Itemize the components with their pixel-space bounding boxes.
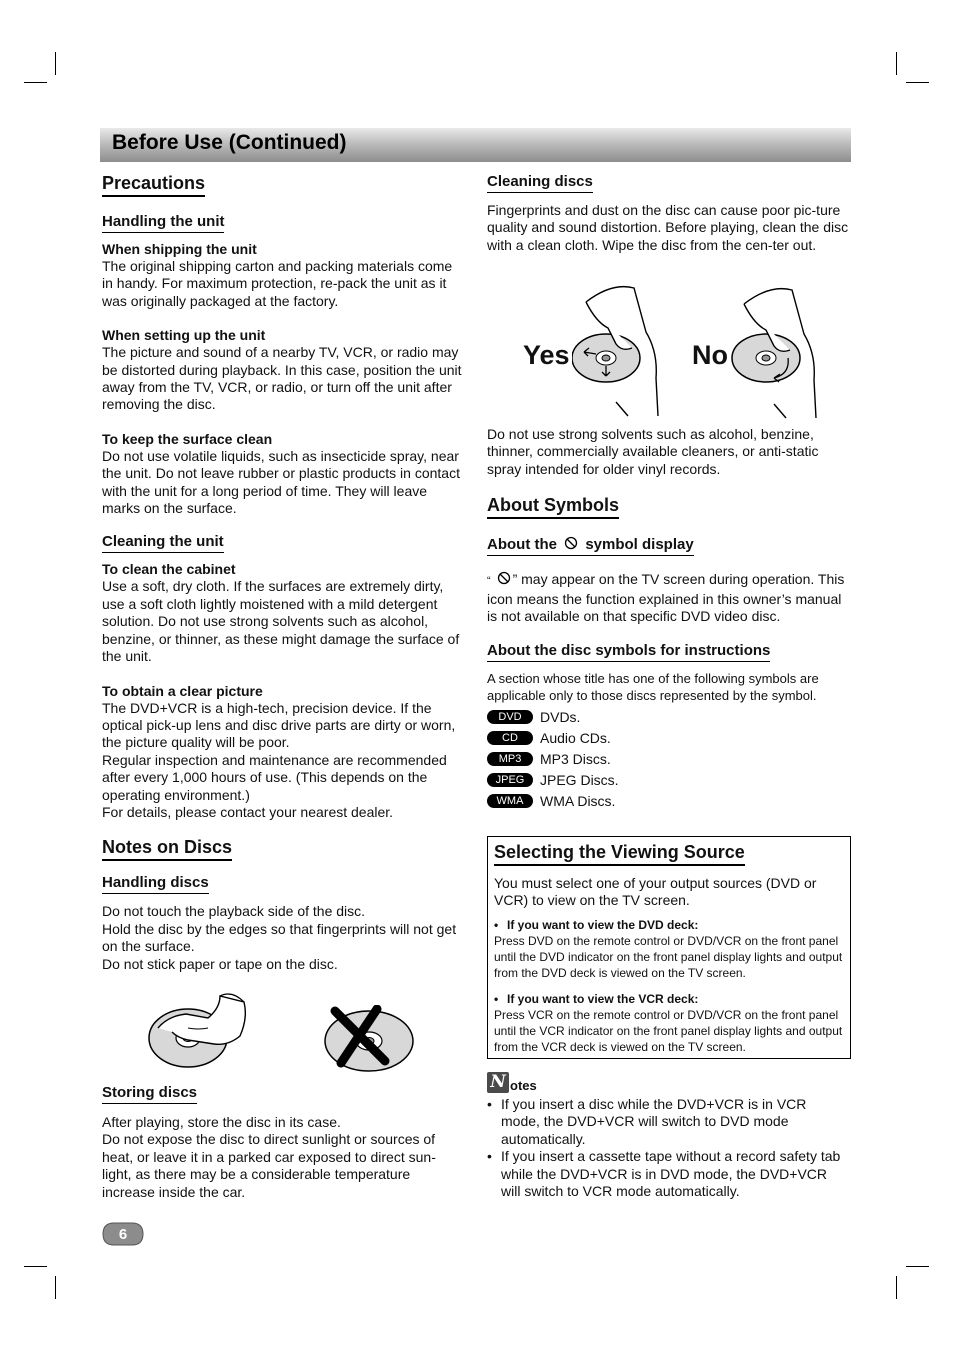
precautions-heading: Precautions [102,173,205,197]
disc-badge-label: MP3 Discs. [540,750,611,767]
yes-label: Yes [523,340,570,370]
prohibited-icon [564,536,578,550]
symbol-display-body: ” may appear on the TV screen during operation. This icon means the function explained in this owner’s manual is not available on that specific DVD video disc. [487,571,845,625]
vcr-deck-title [494,991,844,1007]
symbol-display-text [487,571,849,625]
notes-on-discs-heading: Notes on Discs [102,837,232,861]
open-quote: “ [487,575,491,588]
disc-hold-correct-illustration [148,988,253,1072]
storing-discs-line-2: Do not expose the disc to direct sunlight or sources of heat, or leave it in a parked car exposed to direct sun-light, as there may be a considerable temperature increase inside the car. [102,1131,436,1200]
surface-title: To keep the surface clean [102,430,273,447]
list-item [487,727,849,748]
list-item [487,1096,849,1148]
disc-badge-label: Audio CDs. [540,729,611,746]
disc-symbols-intro: A section whose title has one of the following symbols are applicable only to those discs represented by the symbol. [487,671,819,703]
page-number: 6 [118,1226,128,1243]
disc-clean-no-illustration [730,284,822,420]
crop-mark [906,82,929,83]
dvd-deck-title-text: If you want to view the DVD deck: [507,917,699,932]
disc-badge: CD [487,731,533,745]
setting-title: When setting up the unit [102,327,266,344]
bullet-icon: • [487,1148,492,1165]
disc-badge: MP3 [487,752,533,766]
about-symbols-heading: About Symbols [487,495,619,519]
cabinet-title: To clean the cabinet [102,561,236,578]
left-column [102,173,464,973]
bullet-icon: • [494,991,499,1006]
storing-discs-section [102,1084,464,1201]
crop-mark [55,52,56,75]
disc-symbol-list [487,706,849,811]
handling-unit-heading: Handling the unit [102,213,224,233]
bullet-icon: • [494,917,499,932]
notes-icon: N [487,1072,509,1093]
disc-badge-label: DVDs. [540,708,581,725]
cabinet-text: Use a soft, dry cloth. If the surfaces are extremely dirty, use a soft cloth lightly moistened with a mild detergent solution. Do not use strong solvents such as alcohol, benzine, or thinner, as these might damage the surface of the unit. [102,578,460,665]
list-item [487,1148,849,1200]
list-item [487,748,849,769]
note-text: If you insert a disc while the DVD+VCR is in VCR mode, the DVD+VCR will switch to DVD mode automatically. [501,1096,807,1147]
list-item [487,769,849,790]
notes-heading: otes [510,1078,537,1093]
storing-discs-heading: Storing discs [102,1084,197,1104]
shipping-text: The original shipping carton and packing materials come in handy. For maximum protection, re-pack the unit as it was originally packaged at the factory. [102,258,453,309]
page-number-tab [102,1222,144,1246]
vcr-deck-title-text: If you want to view the VCR deck: [507,991,699,1006]
disc-badge: DVD [487,710,533,724]
disc-badge-label: JPEG Discs. [540,771,619,788]
dvd-deck-text: Press DVD on the remote control or DVD/VCR on the front panel until the DVD indicator on the front panel display lights and output from the DVD deck is viewed on the TV screen. [494,933,843,980]
solvents-text: Do not use strong solvents such as alcohol, benzine, thinner, commercially available cleaners, or anti-static spray intended for older vinyl records. [487,426,819,477]
picture-text-3: For details, please contact your nearest dealer. [102,803,394,820]
no-label: No [692,340,728,370]
setting-text: The picture and sound of a nearby TV, VCR, or radio may be distorted during playback. In this case, position the unit away from the TV, VCR, or radio, or turn off the unit after removing the disc. [102,344,462,413]
crop-mark [24,1266,47,1267]
cleaning-unit-heading: Cleaning the unit [102,533,224,553]
prohibited-icon [497,571,511,585]
viewing-source-heading: Selecting the Viewing Source [494,842,745,866]
picture-title: To obtain a clear picture [102,682,263,699]
crop-mark [896,52,897,75]
cleaning-discs-heading: Cleaning discs [487,173,593,193]
crop-mark [906,1266,929,1267]
disc-symbols-heading: About the disc symbols for instructions [487,642,770,662]
shipping-title: When shipping the unit [102,241,257,257]
title-banner [100,128,851,162]
disc-hold-wrong-illustration [323,1005,415,1073]
viewing-source-intro: You must select one of your output sources (DVD or VCR) to view on the TV screen. [494,875,817,909]
crop-mark [896,1276,897,1299]
right-column-top [487,173,849,254]
disc-badge: JPEG [487,773,533,787]
handling-discs-line-1: Do not touch the playback side of the disc. [102,903,366,920]
disc-clean-yes-illustration [572,282,664,418]
note-text: If you insert a cassette tape without a record safety tab while the DVD+VCR is in DVD mode, the DVD+VCR will switch to VCR mode automatically. [501,1148,841,1200]
disc-badge-label: WMA Discs. [540,792,616,809]
dvd-deck-title [494,917,844,933]
symbol-display-heading [487,536,694,556]
list-item [487,790,849,811]
page-title: Before Use (Continued) [112,131,347,154]
list-item [487,706,849,727]
picture-text-2: Regular inspection and maintenance are recommended after every 1,000 hours of use. (This depends on the operating environment.) [102,751,447,803]
surface-text: Do not use volatile liquids, such as insecticide spray, near the unit. Do not leave rubber or plastic products in contact with the unit for a long period of time. They will leave marks on the surface. [102,447,460,517]
disc-badge: WMA [487,794,533,808]
right-column-middle [487,426,849,811]
bullet-icon: • [487,1096,492,1112]
notes-section [487,1071,849,1200]
viewing-source-box [487,836,851,1059]
crop-mark [24,82,47,83]
cleaning-discs-text: Fingerprints and dust on the disc can cause poor pic-ture quality and sound distortion. Before playing, clean the disc with a clean cloth. Wipe the disc from the cen-ter out. [487,202,849,253]
handling-discs-line-2: Hold the disc by the edges so that fingerprints will not get on the surface. [102,920,457,955]
handling-discs-heading: Handling discs [102,874,209,894]
vcr-deck-text: Press VCR on the remote control or DVD/VCR on the front panel until the VCR indicator on the front panel display lights and output from the VCR deck is viewed on the TV screen. [494,1007,843,1054]
storing-discs-line-1: After playing, store the disc in its case. [102,1114,341,1130]
symbol-display-heading-pre: About the [487,536,557,554]
crop-mark [55,1276,56,1299]
handling-discs-line-3: Do not stick paper or tape on the disc. [102,955,338,972]
symbol-display-heading-post: symbol display [585,536,694,554]
picture-text-1: The DVD+VCR is a high-tech, precision device. If the optical pick-up lens and disc drive parts are dirty or worn, the picture quality will be poor. [102,699,456,751]
